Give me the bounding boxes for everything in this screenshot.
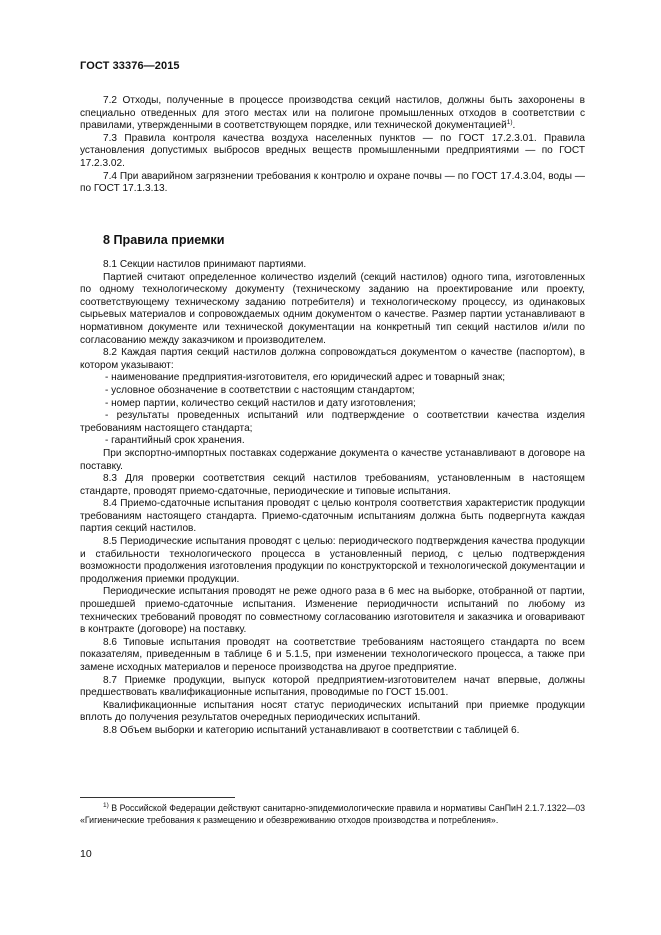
page-number: 10 — [80, 848, 92, 860]
paragraph-8-3: 8.3 Для проверки соответствия секций настилов требованиям, установленным в настоящем стандарте, проводят приемо-сдаточные, периодические и типовые испытания. — [80, 473, 585, 497]
footnote-text: В Российской Федерации действуют санитарно-эпидемиологические правила и нормативы СанПиН 2.1.7.1322—03 «Гигиенические требования к размещению и обезвреживанию отходов производства и потребления». — [80, 803, 585, 825]
document-code-header: ГОСТ 33376—2015 — [80, 60, 180, 72]
paragraph-8-8: 8.8 Объем выборки и категорию испытаний устанавливают в соответствии с таблицей 6. — [103, 724, 520, 736]
footnote-marker: 1) — [103, 802, 109, 809]
list-item: - наименование предприятия-изготовителя, его юридический адрес и товарный знак; — [105, 372, 506, 384]
section-8-title: 8 Правила приемки — [103, 233, 225, 247]
list-item: - номер партии, количество секций настилов и дату изготовления; — [105, 397, 416, 409]
section-7-body — [80, 95, 585, 196]
paragraph-8-4: 8.4 Приемо-сдаточные испытания проводят с целью контроля соответствия характеристик продукции требованиям настоящего стандарта. Приемо-сдаточным испытаниям должна быть подвергнута каждая партия секций настилов. — [80, 498, 585, 535]
paragraph-7-3: 7.3 Правила контроля качества воздуха населенных пунктов — по ГОСТ 17.2.3.01. Правила установления допустимых выбросов вредных веществ промышленными предприятиями — по ГОСТ 17.2.3.02. — [80, 132, 585, 169]
footnote-reference[interactable]: 1) — [506, 119, 513, 127]
list-item: - результаты проведенных испытаний или подтверждение о соответствии качества изделия требованиям настоящего стандарта; — [80, 410, 585, 434]
list-item: - гарантийный срок хранения. — [105, 435, 245, 447]
paragraph-8-5: 8.5 Периодические испытания проводят с целью: периодического подтверждения качества продукции и стабильности технологического процесса в установленный период, с целью подтверждения возможности продолжения изготовления продукции по конструкторской и технологической документации и продолжения приемки продукции. — [80, 536, 585, 585]
paragraph-export-import: При экспортно-импортных поставках содержание документа о качестве устанавливают в договоре на поставку. — [80, 447, 585, 472]
paragraph-8-7: 8.7 Приемке продукции, выпуск которой предприятием-изготовителем начат впервые, должны предшествовать квалификационные испытания, проводимые по ГОСТ 15.001. — [80, 674, 585, 699]
footnote — [80, 803, 585, 826]
list-item: - условное обозначение в соответствии с настоящим стандартом; — [105, 384, 415, 396]
paragraph-8-1: 8.1 Секции настилов принимают партиями. — [103, 259, 307, 270]
paragraph-qualification-tests: Квалификационные испытания носят статус периодических испытаний при приемке продукции вплоть до получения результатов очередных периодических испытаний. — [80, 699, 585, 724]
paragraph-batch-definition: Партией считают определенное количество изделий (секций настилов) одного типа, изготовленных по одному технологическому документу (техническому заданию на проектирование или проекту, соответствующему техническому заданию потребителя) и технологическому процессу, из одинаковых сырьевых материалов и сопровождаемых одним документом о качестве. Размер партии устанавливают в нормативном документе или технической документации на конкретный тип секций настилов и/или по согласованию между заказчиком и производителем. — [80, 271, 585, 346]
footnote-divider — [80, 797, 235, 798]
paragraph-8-6: 8.6 Типовые испытания проводят на соответствие требованиям настоящего стандарта по всем показателям, приведенным в таблице 6 и 5.1.5, при изменении технологического процесса, а также при замене исходных материалов и переносе производства на другое предприятие. — [80, 636, 585, 673]
paragraph-8-2: 8.2 Каждая партия секций настилов должна сопровождаться документом о качестве (паспортом), в котором указывают: — [80, 347, 585, 371]
paragraph-7-2: 7.2 Отходы, полученные в процессе производства секций настилов, должны быть захоронены в специально отведенных для этого местах или на полигоне промышленных отходов в соответствии с правилами, утвержденными в соответствующем порядке, или технической документацией$^{1)}$. — [80, 95, 585, 132]
section-8-body — [80, 259, 585, 738]
paragraph-7-4: 7.4 При аварийном загрязнении требования к контролю и охране почвы — по ГОСТ 17.4.3.04, воды — по ГОСТ 17.1.3.13. — [80, 170, 585, 195]
paragraph-periodic-tests: Периодические испытания проводят не реже одного раза в 6 мес на выборке, отобранной от партии, прошедшей приемо-сдаточные испытания. Изменение периодичности испытаний по любому из технических требований проводят по совместному согласованию изготовителя и заказчика и оговаривают в контракте (договоре) на поставку. — [80, 586, 585, 636]
